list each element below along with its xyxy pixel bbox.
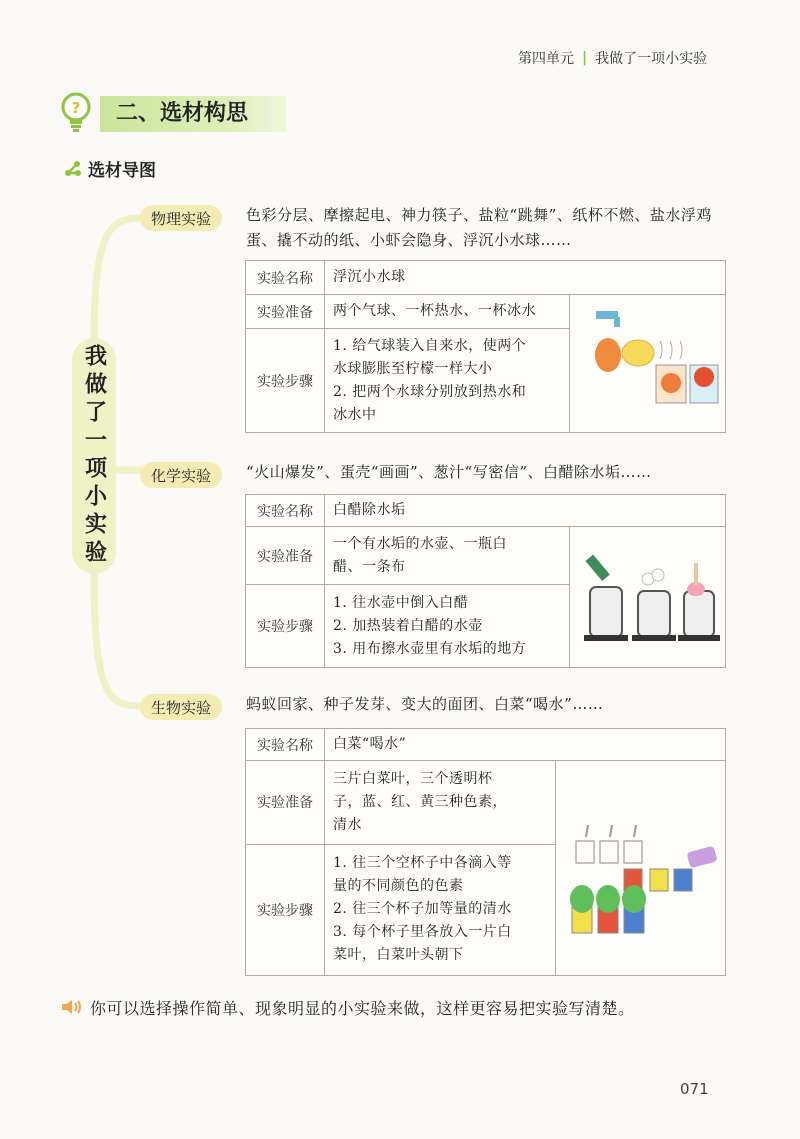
row-value: 浮沉小水球 xyxy=(325,261,726,295)
experiment-illustration xyxy=(570,527,726,668)
experiment-table-physics xyxy=(245,260,726,433)
row-value: 一个有水垢的水壶、一瓶白 醋、一条布 xyxy=(325,527,570,585)
row-key: 实验名称 xyxy=(246,495,325,527)
experiment-illustration xyxy=(556,761,726,976)
experiment-table-chemistry xyxy=(245,494,726,668)
row-value: 白菜“喝水” xyxy=(325,729,726,761)
page-header xyxy=(518,46,748,70)
header-separator: | xyxy=(582,50,588,66)
row-value: 三片白菜叶，三个透明杯 子，蓝、红、黄三种色素， 清水 xyxy=(325,761,556,845)
branch-label-chemistry: 化学实验 xyxy=(140,462,222,488)
row-value: 白醋除水垢 xyxy=(325,495,726,527)
subheading-text: 选材导图 xyxy=(88,160,156,181)
row-key: 实验准备 xyxy=(246,527,325,585)
row-value: 两个气球、一杯热水、一杯冰水 xyxy=(325,295,570,329)
unit-label: 第四单元 xyxy=(518,51,574,67)
row-key: 实验名称 xyxy=(246,261,325,295)
lightbulb-icon xyxy=(60,92,92,134)
experiment-table-biology xyxy=(245,728,726,976)
branch-examples-biology: 蚂蚁回家、种子发芽、变大的面团、白菜“喝水”…… xyxy=(246,695,604,713)
subheading xyxy=(64,156,156,180)
svg-text:?: ? xyxy=(71,99,81,117)
branch-icon xyxy=(64,159,82,177)
speaker-icon xyxy=(60,998,82,1016)
balloon-experiment-illustration xyxy=(570,297,722,427)
table-row xyxy=(246,527,726,585)
experiment-illustration xyxy=(570,295,726,433)
table-row xyxy=(246,729,726,761)
branch-label-biology: 生物实验 xyxy=(140,694,222,720)
branch-examples-chemistry: “火山爆发”、蛋壳“画画”、葱汁“写密信”、白醋除水垢…… xyxy=(246,463,652,481)
row-key: 实验步骤 xyxy=(246,329,325,433)
lesson-title: 我做了一项小实验 xyxy=(595,51,708,67)
branch-label-physics: 物理实验 xyxy=(140,205,222,231)
table-row xyxy=(246,295,726,329)
row-key: 实验步骤 xyxy=(246,844,325,975)
row-key: 实验准备 xyxy=(246,761,325,845)
row-value: 1. 往水壶中倒入白醋 2. 加热装着白醋的水壶 3. 用布擦水壶里有水垢的地方 xyxy=(325,585,570,668)
table-row xyxy=(246,495,726,527)
tip-text: 你可以选择操作简单、现象明显的小实验来做，这样更容易把实验写清楚。 xyxy=(90,998,635,1018)
page-number: 071 xyxy=(680,1080,709,1098)
row-key: 实验名称 xyxy=(246,729,325,761)
branch-examples-physics: 色彩分层、摩擦起电、神力筷子、盐粒“跳舞”、纸杯不燃、盐水浮鸡蛋、撬不动的纸、小虾会隐身、浮沉小水球…… xyxy=(246,206,712,249)
cabbage-experiment-illustration xyxy=(556,761,722,971)
row-key: 实验准备 xyxy=(246,295,325,329)
row-value: 1. 给气球装入自来水，使两个 水球膨胀至柠檬一样大小 2. 把两个水球分别放到热水和 冰水中 xyxy=(325,329,570,433)
row-value: 1. 往三个空杯子中各滴入等 量的不同颜色的色素 2. 往三个杯子加等量的清水 3. 每个杯子里各放入一片白 菜叶，白菜叶头朝下 xyxy=(325,844,556,975)
row-key: 实验步骤 xyxy=(246,585,325,668)
table-row xyxy=(246,261,726,295)
center-node: 我做了一项小实验 xyxy=(72,338,116,574)
section-title: 二、选材构思 xyxy=(100,96,286,132)
kettle-experiment-illustration xyxy=(570,527,722,663)
table-row xyxy=(246,761,726,845)
tip-note xyxy=(60,993,760,1021)
